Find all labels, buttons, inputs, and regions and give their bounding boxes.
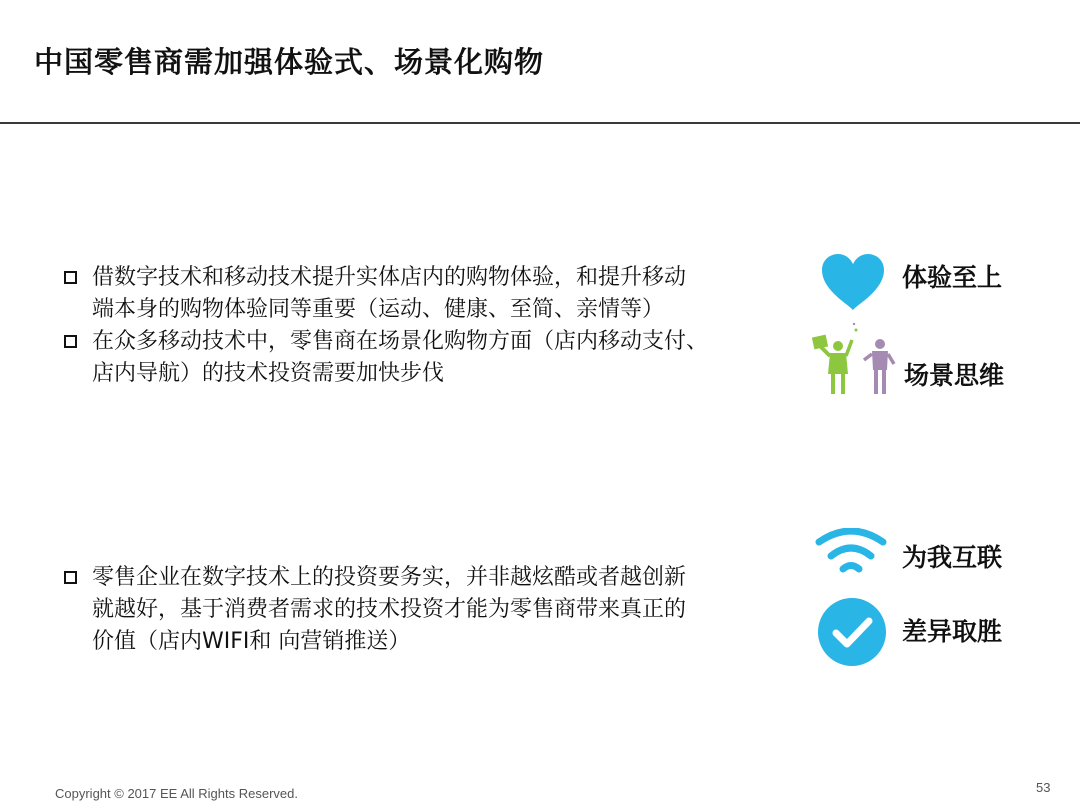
bullet-line: 在众多移动技术中，零售商在场景化购物方面（店内移动支付、 (92, 329, 709, 354)
copyright-footer: Copyright © 2017 EE All Rights Reserved. (55, 786, 298, 801)
feature-label-scene: 场景思维 (904, 361, 1005, 390)
bullet-line: 借数字技术和移动技术提升实体店内的购物体验，和提升移动 (92, 265, 687, 290)
checkmark-circle-icon (816, 596, 888, 668)
people-scene-icon (810, 320, 896, 398)
bullet-line: 价值（店内WIFI和 向营销推送） (92, 629, 411, 654)
bullet-line: 就越好，基于消费者需求的技术投资才能为零售商带来真正的 (92, 597, 687, 622)
bullet-line: 零售企业在数字技术上的投资要务实，并非越炫酷或者越创新 (92, 565, 687, 590)
title-divider (0, 122, 1080, 124)
bullet-item (64, 562, 687, 658)
feature-label-connect: 为我互联 (902, 543, 1003, 572)
heart-icon (818, 252, 888, 312)
feature-label-experience: 体验至上 (902, 263, 1003, 292)
bullet-item (64, 326, 709, 390)
wifi-icon (815, 528, 887, 578)
bullet-item (64, 262, 687, 326)
bullet-line: 端本身的购物体验同等重要（运动、健康、至简、亲情等） (92, 297, 665, 322)
checkbox-bullet-icon (64, 571, 77, 584)
bullet-line: 店内导航）的技术投资需要加快步伐 (92, 361, 445, 386)
slide-title: 中国零售商需加强体验式、场景化购物 (34, 45, 545, 79)
page-number: 53 (1036, 780, 1051, 795)
checkbox-bullet-icon (64, 335, 77, 348)
feature-label-differentiation: 差异取胜 (902, 617, 1003, 646)
checkbox-bullet-icon (64, 271, 77, 284)
